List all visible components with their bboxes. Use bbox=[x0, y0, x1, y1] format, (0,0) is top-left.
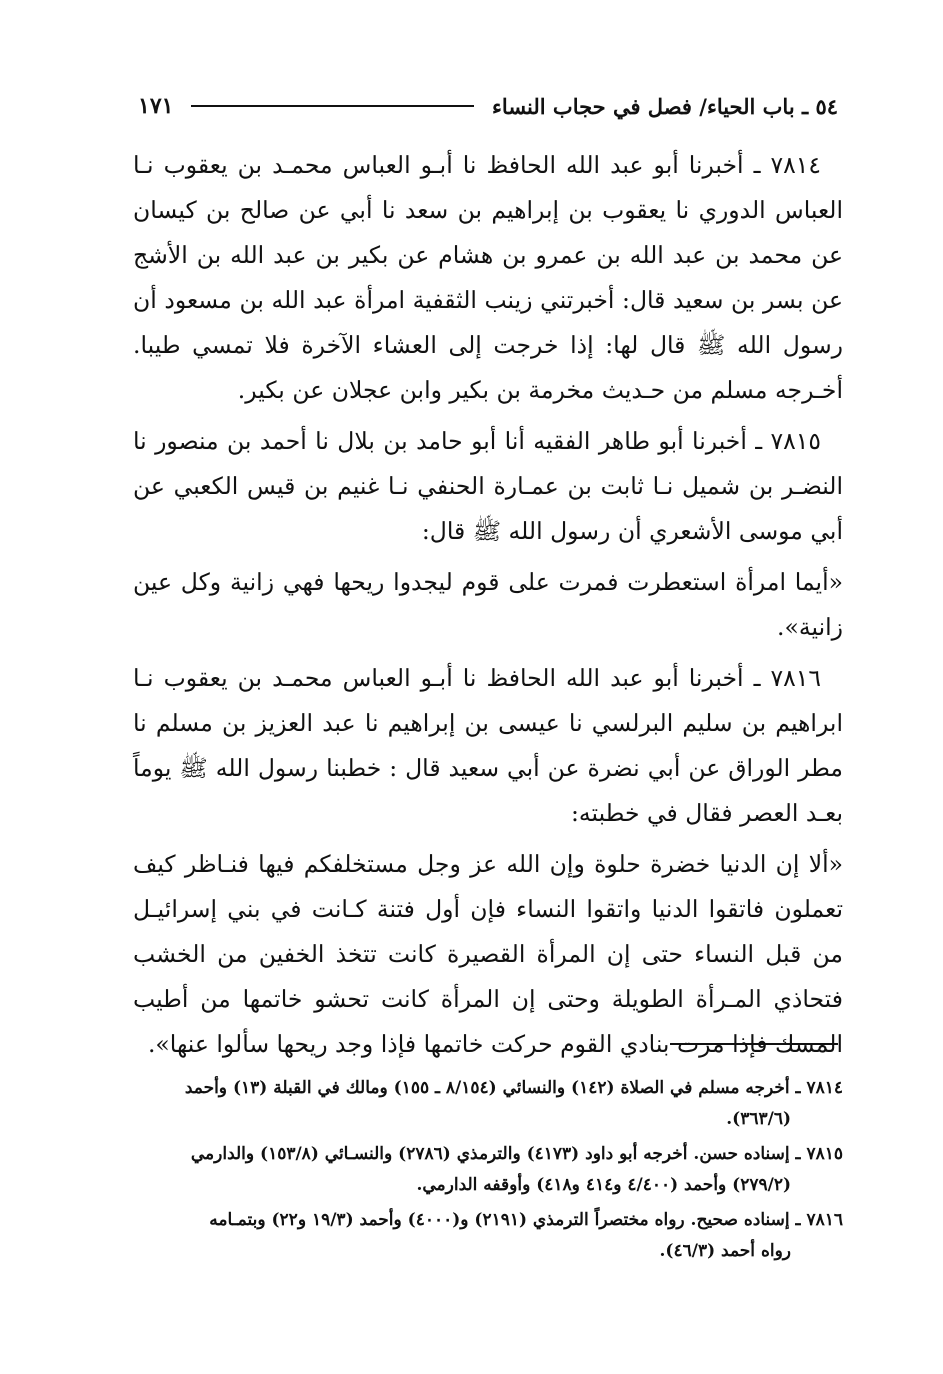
footnote-line-continued: رواه أحمد (٤٦/٣). bbox=[659, 1241, 791, 1261]
footnote-7815 bbox=[133, 1139, 843, 1201]
running-title: ٥٤ ـ باب الحياء/ فصل في حجاب النساء bbox=[492, 93, 838, 119]
footnote-line: ٧٨١٦ ـ إسناده صحيح. رواه مختصراً الترمذي (٢١٩١) و(٤٠٠٠) وأحمد (١٩/٣ و٢٢) وبتمـامه bbox=[209, 1210, 843, 1230]
footnotes bbox=[133, 1073, 843, 1271]
footnote-line: ٧٨١٤ ـ أخرجه مسلم في الصلاة (١٤٢) والنسائي (٨/١٥٤ ـ ١٥٥) ومالك في القبلة (١٣) وأحمد bbox=[184, 1078, 843, 1098]
footnote-line-continued: (٣٦٣/٦). bbox=[726, 1109, 791, 1129]
footnote-line: ٧٨١٥ ـ إسناده حسن. أخرجه أبو داود (٤١٧٣) والترمذي (٢٧٨٦) والنسـائي (١٥٣/٨) والدارمي bbox=[190, 1144, 843, 1164]
hadith-7815-quote: «أيما امرأة استعطرت فمرت على قوم ليجدوا ريحها فهي زانية وكل عين زانية». bbox=[133, 568, 843, 641]
hadith-7816-quote: «ألا إن الدنيا خضرة حلوة وإن الله عز وجل مستخلفكم فيها فنـاظر كيف تعملون فاتقوا الدنيا واتقوا النساء فإن أول فتنة كـانت في بني إسرائيـل من قبل النساء حتى إن المرأة القصيرة كانت تتخذ الخفين من الخشب فتحاذي المـرأة الطويلة وحتى إن المرأة كانت تحشو خاتمها من أطيب المسك فإذا مرت بنادي القوم حركت خاتمها فإذا وجد ريحها سألوا عنها». bbox=[133, 850, 843, 1058]
footnote-separator bbox=[670, 1043, 838, 1045]
header-rule bbox=[191, 105, 474, 107]
footnote-7814 bbox=[133, 1073, 843, 1135]
page-number: ١٧١ bbox=[138, 93, 174, 119]
footnote-7816 bbox=[133, 1205, 843, 1267]
hadith-7816: ٧٨١٦ ـ أخبرنا أبو عبد الله الحافظ نا أبـو العباس محمـد بن يعقوب نـا ابراهيم بن سليم البرلسي نا عيسى بن إبراهيم نا عبد العزيز بن مسلم نا مطر الوراق عن أبي نضرة عن أبي سعيد قال : خطبنا رسول الله ﷺ يوماً بعـد العصر فقال في خطبته: bbox=[133, 664, 843, 827]
main-text bbox=[133, 143, 843, 1073]
footnote-line-continued: (٢٧٩/٢) وأحمد (٤/٤٠٠ و٤١٤ و٤١٨) وأوقفه الدارمي. bbox=[416, 1175, 791, 1195]
hadith-7815: ٧٨١٥ ـ أخبرنا أبو طاهر الفقيه أنا أبو حامد بن بلال نا أحمد بن منصور نا النضـر بن شميل نـا ثابت بن عمـارة الحنفي نـا غنيم بن قيس الكعبي عن أبي موسى الأشعري أن رسول الله ﷺ قال: bbox=[133, 427, 843, 545]
page-header bbox=[138, 86, 838, 126]
hadith-7814: ٧٨١٤ ـ أخبرنا أبو عبد الله الحافظ نا أبـو العباس محمـد بن يعقوب نـا العباس الدوري نا يعقوب بن إبراهيم بن سعد نا أبي عن صالح بن كيسان عن محمد بن عبد الله بن عمرو بن هشام عن بكير بن عبد الله بن الأشج عن بسر بن سعيد قال: أخبرتني زينب الثقفية امرأة عبد الله بن مسعود أن رسول الله ﷺ قال لها: إذا خرجت إلى العشاء الآخرة فلا تمسي طيبا. أخـرجه مسلم من حـديث مخرمة بن بكير وابن عجلان عن بكير. bbox=[133, 151, 843, 404]
